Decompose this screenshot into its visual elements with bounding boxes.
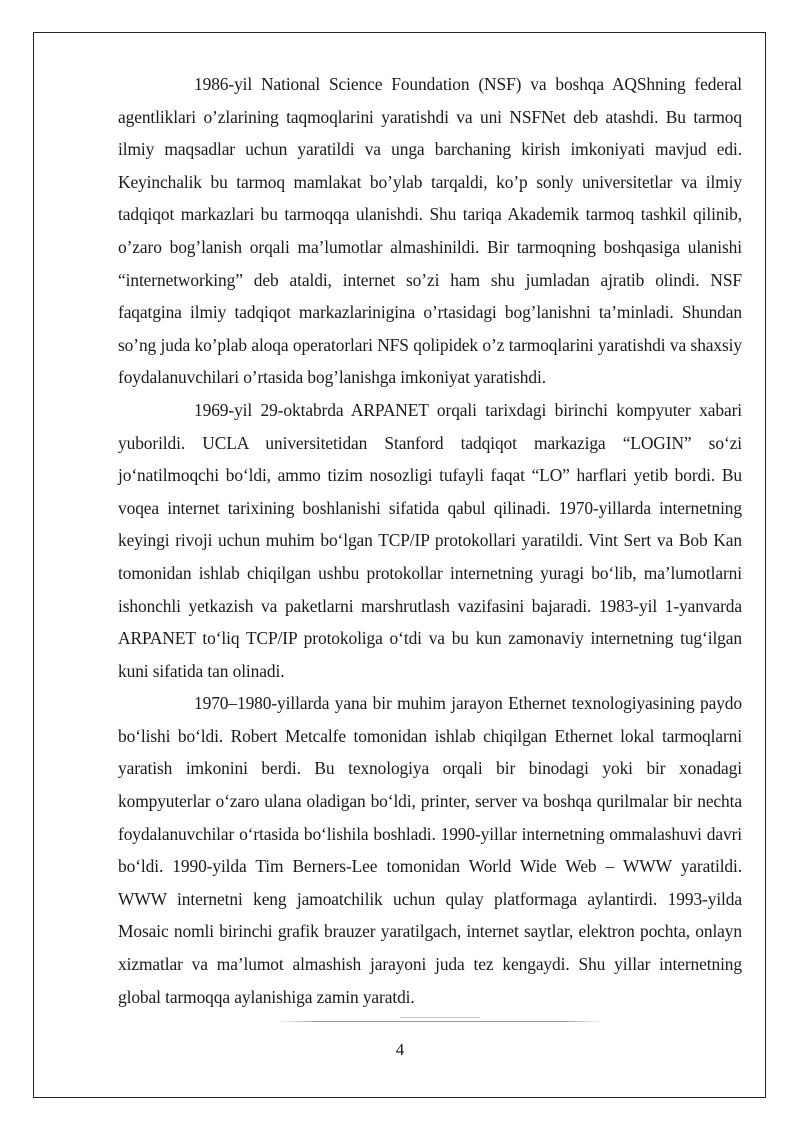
page-number: 4	[395, 1040, 405, 1059]
footer-divider-accent	[400, 1017, 480, 1018]
document-body	[118, 68, 742, 1013]
footer-divider	[278, 1021, 603, 1022]
paragraph-nsfnet: 1986-yil National Science Foundation (NSF) va boshqa AQShning federal agentliklari o’zlarining taqmoqlarini yaratishdi va uni NSFNet deb atashdi. Bu tarmoq ilmiy maqsadlar uchun yaratildi va unga barchaning kirish imkoniyati mavjud edi. Keyinchalik bu tarmoq mamlakat bo’ylab tarqaldi, ko’p sonly universitetlar va ilmiy tadqiqot markazlari bu tarmoqqa ulanishdi. Shu tariqa Akademik tarmoq tashkil qilinib, o’zaro bog’lanish orqali ma’lumotlar almashinildi. Bir tarmoqning boshqasiga ulanishi “internetworking” deb ataldi, internet so’zi ham shu jumladan ajratib olindi. NSF faqatgina ilmiy tadqiqot markazlarinigina o’rtasidagi bog’lanishni ta’minladi. Shundan so’ng juda ko’plab aloqa operatorlari NFS qolipidek o’z tarmoqlarini yaratishdi va shaxsiy foydalanuvchilari o’rtasida bog’lanishga imkoniyat yaratishdi.	[118, 74, 742, 388]
paragraph-arpanet: 1969-yil 29-oktabrda ARPANET orqali tarixdagi birinchi kompyuter xabari yuborildi. UCLA universitetidan Stanford tadqiqot markaziga “LOGIN” so‘zi jo‘natilmoqchi bo‘ldi, ammo tizim nosozligi tufayli faqat “LO” harflari yetib bordi. Bu voqea internet tarixining boshlanishi sifatida qabul qilinadi. 1970-yillarda internetning keyingi rivoji uchun muhim bo‘lgan TCP/IP protokollari yaratildi. Vint Sert va Bob Kan tomonidan ishlab chiqilgan ushbu protokollar internetning yuragi bo‘lib, ma’lumotlarni ishonchli yetkazish va paketlarni marshrutlash vazifasini bajaradi. 1983-yil 1-yanvarda ARPANET to‘liq TCP/IP protokoliga o‘tdi va bu kun zamonaviy internetning tug‘ilgan kuni sifatida tan olinadi.	[118, 399, 742, 681]
paragraph-ethernet-www: 1970–1980-yillarda yana bir muhim jarayon Ethernet texnologiyasining paydo bo‘lishi bo‘ldi. Robert Metcalfe tomonidan ishlab chiqilgan Ethernet lokal tarmoqlarni yaratish imkonini berdi. Bu texnologiya orqali bir binodagi yoki bir xonadagi kompyuterlar o‘zaro ulana oladigan bo‘ldi, printer, server va boshqa qurilmalar bir nechta foydalanuvchilar o‘rtasida bo‘lishila boshladi. 1990-yillar internetning ommalashuvi davri bo‘ldi. 1990-yilda Tim Berners-Lee tomonidan World Wide Web – WWW yaratildi. WWW internetni keng jamoatchilik uchun qulay platformaga aylantirdi. 1993-yilda Mosaic nomli birinchi grafik brauzer yaratilgach, internet saytlar, elektron pochta, onlayn xizmatlar va ma’lumot almashish jarayoni juda tez kengaydi. Shu yillar internetning global tarmoqqa aylanishiga zamin yaratdi.	[118, 693, 742, 1007]
